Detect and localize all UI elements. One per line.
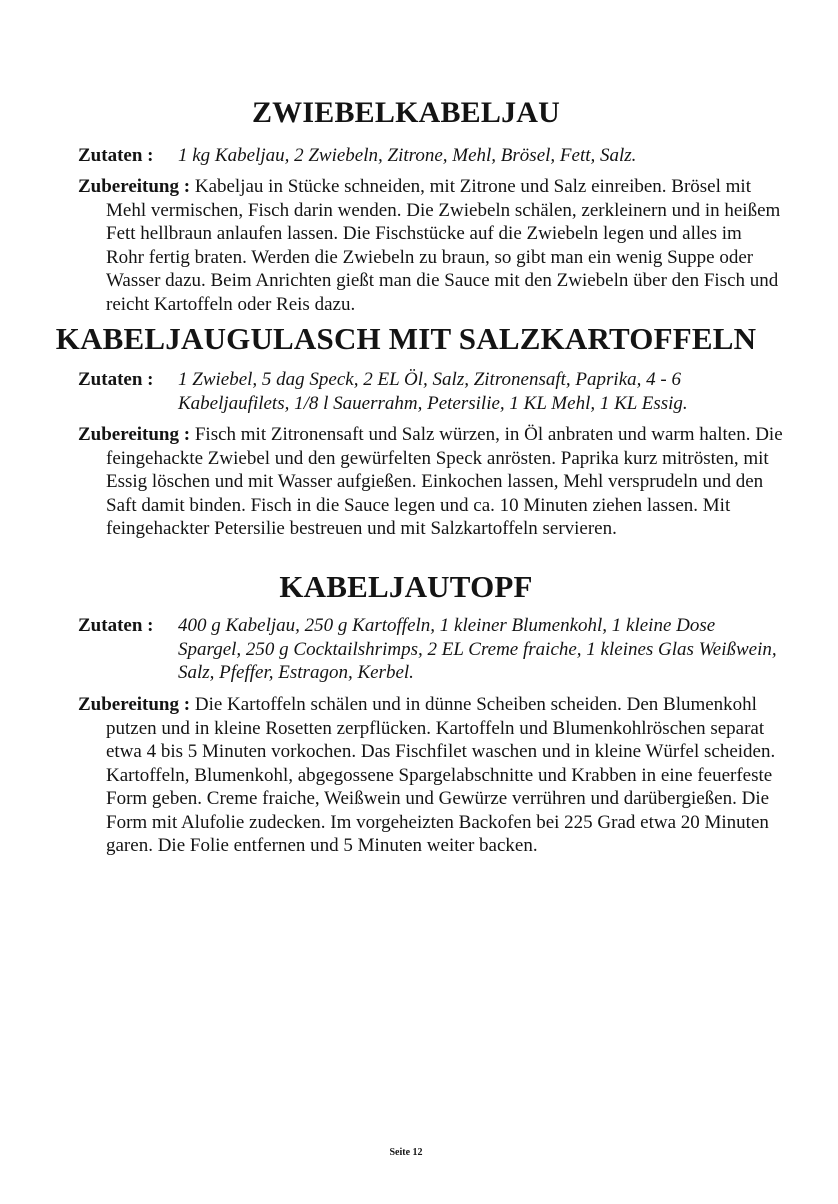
ingredients-block [78, 368, 778, 415]
ingredients-label: Zutaten : [78, 145, 154, 166]
ingredients-block [78, 614, 778, 685]
ingredients-label: Zutaten : [78, 615, 154, 636]
preparation-text: Kabeljau in Stücke schneiden, mit Zitrone und Salz einreiben. Brösel mit Mehl vermischen, Fisch darin wenden. Die Zwiebeln schälen, zerkleinern und in heißem Fett hellbraun anlaufen lassen. Die Fischstücke auf die Zwiebeln legen und alles im Rohr fertig braten. Werden die Zwiebeln zu braun, so gibt man ein wenig Suppe oder Wasser dazu. Beim Anrichten gießt man die Sauce mit den Zwiebeln über den Fisch und reicht Kartoffeln oder Reis dazu. [106, 176, 781, 315]
recipe-title-kabeljaugulasch: KABELJAUGULASCH MIT SALZKARTOFFELN [55, 321, 757, 356]
preparation-block [78, 175, 783, 316]
preparation-block [78, 693, 783, 858]
recipe-title-zwiebelkabeljau: ZWIEBELKABELJAU [251, 96, 561, 129]
ingredients-label: Zutaten : [78, 369, 154, 390]
recipe-title-kabeljautopf: KABELJAUTOPF [279, 569, 533, 604]
ingredients-text: 400 g Kabeljau, 250 g Kartoffeln, 1 kleiner Blumenkohl, 1 kleine Dose Spargel, 250 g Cocktailshrimps, 2 EL Creme fraiche, 1 kleines Glas Weißwein, Salz, Pfeffer, Estragon, Kerbel. [178, 615, 777, 683]
preparation-block [78, 423, 783, 541]
ingredients-text: 1 kg Kabeljau, 2 Zwiebeln, Zitrone, Mehl, Brösel, Fett, Salz. [178, 145, 637, 166]
page-number: Seite 12 [389, 1147, 423, 1158]
ingredients-block [78, 144, 778, 168]
preparation-text: Die Kartoffeln schälen und in dünne Scheiben scheiden. Den Blumenkohl putzen und in kleine Rosetten zerpflücken. Kartoffeln und Blumenkohlröschen separat etwa 4 bis 5 Minuten vorkochen. Das Fischfilet waschen und in kleine Würfel scheiden. Kartoffeln, Blumenkohl, abgegossene Spargelabschnitte und Krabben in eine feuerfeste Form geben. Creme fraiche, Weißwein und Gewürze verrühren und darübergießen. Die Form mit Alufolie zudecken. Im vorgeheizten Backofen bei 225 Grad etwa 20 Minuten garen. Die Folie entfernen und 5 Minuten weiter backen. [106, 694, 776, 856]
preparation-text: Fisch mit Zitronensaft und Salz würzen, in Öl anbraten und warm halten. Die feingehackte Zwiebel und den gewürfelten Speck anrösten. Paprika kurz mitrösten, mit Essig löschen und mit Wasser aufgießen. Einkochen lassen, Mehl versprudeln und den Saft damit binden. Fisch in die Sauce legen und ca. 10 Minuten ziehen lassen. Mit feingehackter Petersilie bestreuen und mit Salzkartoffeln servieren. [106, 424, 783, 539]
preparation-label: Zubereitung : [78, 176, 195, 197]
preparation-label: Zubereitung : [78, 424, 195, 445]
preparation-label: Zubereitung : [78, 694, 195, 715]
ingredients-text: 1 Zwiebel, 5 dag Speck, 2 EL Öl, Salz, Zitronensaft, Paprika, 4 - 6 Kabeljaufilets, 1/8 l Sauerrahm, Petersilie, 1 KL Mehl, 1 KL Essig. [178, 369, 688, 414]
